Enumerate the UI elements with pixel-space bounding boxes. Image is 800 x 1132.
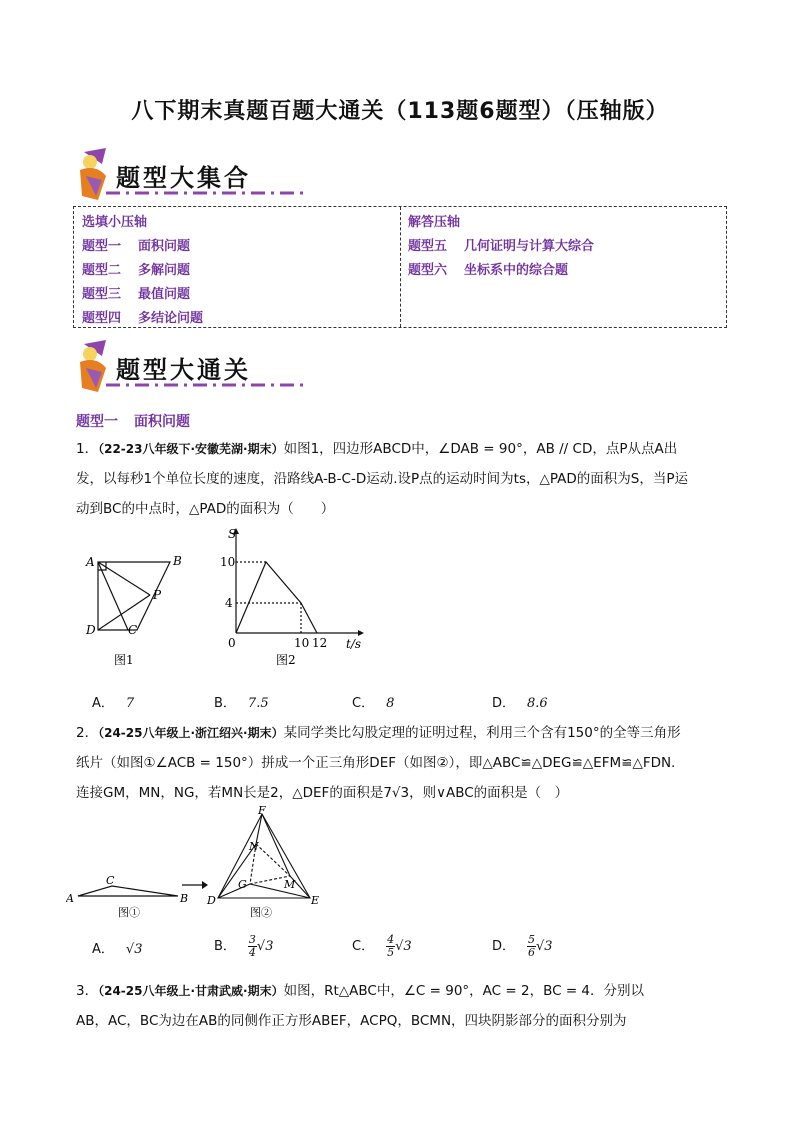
q1-figure-1 (80, 548, 190, 678)
q1-option-b[interactable]: B． 7.5 (214, 696, 269, 711)
q1-options (92, 692, 692, 712)
question-1-line-1: 1．（22-23八年级下·安徽芜湖·期末）如图1，四边形ABCD中，∠DAB = 90°，AB // CD，点P从点A出 (76, 441, 678, 457)
banner-pass-text: 题型大通关 (116, 355, 251, 384)
label-D: D (207, 894, 216, 907)
figure-caption: 图1 (114, 653, 134, 667)
toc-item-2[interactable]: 题型二 多解问题 (82, 263, 191, 278)
label-P: P (153, 588, 162, 602)
banner-underline (106, 190, 306, 196)
question-2-line-1: 2．（24-25八年级上·浙江绍兴·期末）某同学类比勾股定理的证明过程，利用三个含有150°的全等三角形 (76, 725, 681, 741)
label-G: G (238, 878, 247, 891)
toc-divider (400, 207, 401, 327)
label-B: B (173, 554, 182, 568)
q2-option-b[interactable]: B． $\frac{3}{4}$ √3 (214, 933, 274, 959)
toc-right-column (408, 211, 594, 283)
q2-option-d[interactable]: D． $\frac{5}{6}$ √3 (492, 933, 553, 959)
label-A: A (66, 892, 74, 905)
q1-option-d[interactable]: D． 8.6 (492, 696, 548, 711)
toc-item-3[interactable]: 题型三 最值问题 (82, 287, 191, 302)
label-A: A (86, 555, 95, 569)
question-3 (76, 976, 736, 1036)
question-2-line-3: 连接GM，MN，NG，若MN长是2，△DEF的面积是7√3，则∨ABC的面积是（ ） (76, 785, 569, 801)
tick-10: 10 (220, 555, 236, 569)
label-M: M (284, 878, 296, 891)
toc-item-4[interactable]: 题型四 多结论问题 (82, 311, 204, 326)
label-D: D (86, 623, 96, 637)
banner-pass (76, 338, 306, 398)
banner-underline (106, 382, 306, 388)
axis-label-s: S (228, 528, 237, 541)
toc-right-header: 解答压轴 (408, 215, 461, 230)
toc-item-5[interactable]: 题型五 几何证明与计算大综合 (408, 239, 595, 254)
q2-figure-2 (204, 804, 324, 922)
label-F: F (258, 804, 266, 817)
section-heading: 题型一 面积问题 (76, 414, 190, 430)
q2-option-a[interactable]: A． √3 (92, 942, 143, 957)
origin-label: 0 (228, 636, 236, 650)
question-1 (76, 434, 736, 524)
question-2-line-2: 纸片（如图①∠ACB = 150°）拼成一个正三角形DEF（如图②），即△ABC≌△DEG≌△EFM≌△FDN． (76, 755, 685, 771)
toc-item-6[interactable]: 题型六 坐标系中的综合题 (408, 263, 569, 278)
question-3-line-1: 3．（24-25八年级上·甘肃武威·期末）如图，Rt△ABC中，∠C = 90°，AC = 2，BC = 4．分别以 (76, 983, 645, 999)
banner-collection-text: 题型大集合 (116, 163, 251, 192)
q1-figure-2 (218, 528, 368, 678)
toc-left-column (82, 211, 203, 331)
toc-item-1[interactable]: 题型一 面积问题 (82, 239, 191, 254)
label-E: E (311, 894, 320, 907)
figure-caption: 图① (118, 906, 140, 919)
question-2 (76, 718, 736, 808)
question-3-line-2: AB，AC，BC为边在AB的同侧作正方形ABEF，ACPQ，BCMN，四块阴影部分的面积分别为 (76, 1013, 627, 1029)
q2-option-c[interactable]: C． $\frac{4}{5}$ √3 (352, 933, 412, 959)
figure-caption: 图2 (276, 653, 296, 667)
topic-table (73, 206, 727, 328)
document-title: 八下期末真题百题大通关（113题6题型）（压轴版） (131, 99, 669, 124)
tick-x10: 10 (294, 636, 310, 650)
q2-options (92, 934, 692, 960)
figure-caption: 图② (250, 906, 272, 919)
label-B: B (180, 892, 189, 905)
label-N: N (249, 840, 259, 853)
q2-figure-1 (66, 866, 196, 922)
question-1-line-3: 动到BC的中点时，△PAD的面积为（ ） (76, 501, 335, 517)
axis-label-t: t/s (346, 637, 362, 651)
tick-4: 4 (225, 596, 233, 610)
label-C: C (128, 623, 138, 637)
label-C: C (106, 874, 115, 887)
q1-option-a[interactable]: A． 7 (92, 696, 135, 711)
tick-x12: 12 (312, 636, 328, 650)
banner-collection (76, 146, 306, 206)
q1-option-c[interactable]: C． 8 (352, 696, 395, 711)
question-1-line-2: 发，以每秒1个单位长度的速度，沿路线A-B-C-D运动.设P点的运动时间为ts，△PAD的面积为S，当P运 (76, 471, 689, 487)
toc-left-header: 选填小压轴 (82, 215, 148, 230)
